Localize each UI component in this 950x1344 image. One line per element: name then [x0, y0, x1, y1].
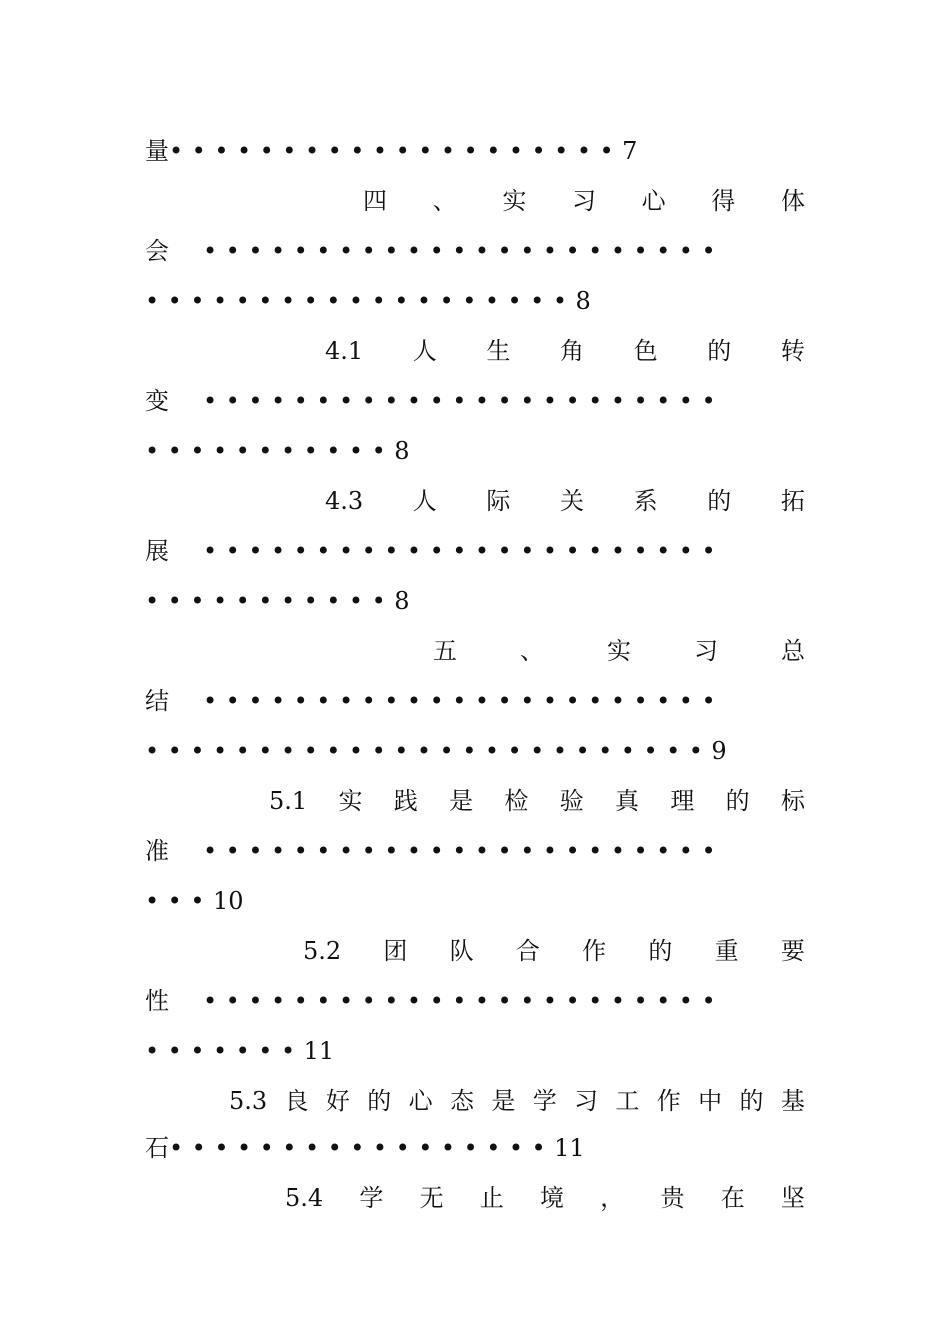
- toc-heading-char: 得: [711, 187, 736, 215]
- toc-page-number: 9: [711, 737, 727, 765]
- toc-heading-char: 习: [574, 1087, 599, 1115]
- toc-heading-char: 好: [325, 1087, 350, 1115]
- toc-heading-char: 总: [781, 637, 805, 665]
- toc-heading-char: 拓: [780, 487, 805, 515]
- toc-heading-5: [433, 634, 805, 668]
- toc-page-number: 11: [303, 1037, 335, 1065]
- toc-heading-char: 的: [367, 1087, 392, 1115]
- toc-section-number: 5.3: [229, 1087, 268, 1115]
- toc-heading-char: 系: [633, 487, 658, 515]
- toc-heading-char: 标: [780, 787, 805, 815]
- toc-heading-char: 无: [419, 1184, 444, 1212]
- toc-page-number: 8: [575, 287, 591, 315]
- toc-heading-char: 的: [707, 487, 732, 515]
- toc-line: [145, 284, 805, 318]
- toc-leader-dots: •••••••••••••••••••••••••: [145, 737, 712, 765]
- toc-heading-char: 在: [720, 1184, 745, 1212]
- toc-page-number: 7: [622, 137, 638, 165]
- toc-heading-char: 学: [532, 1087, 557, 1115]
- toc-page-number: 10: [212, 887, 244, 915]
- toc-heading-4-1: [325, 334, 805, 368]
- toc-heading-char: 心: [641, 187, 666, 215]
- toc-page-number: 8: [394, 587, 410, 615]
- toc-section-number: 4.3: [325, 487, 364, 515]
- toc-heading-char: 实: [502, 187, 527, 215]
- toc-heading-char: 团: [383, 937, 408, 965]
- toc-section-number: 5.2: [303, 937, 342, 965]
- toc-heading-char: 工: [615, 1087, 640, 1115]
- toc-line: [145, 684, 805, 718]
- toc-line: [145, 434, 805, 468]
- toc-heading-char: 贵: [660, 1184, 685, 1212]
- toc-heading-char: 实: [607, 637, 631, 665]
- toc-heading-char: 坚: [780, 1184, 805, 1212]
- toc-leader-dots: •••••••••••: [145, 437, 395, 465]
- toc-heading-char: 人: [412, 487, 437, 515]
- toc-entry-label: 性: [145, 987, 169, 1015]
- toc-entry-label: 石: [145, 1134, 169, 1162]
- toc-heading-char: 际: [486, 487, 511, 515]
- toc-leader-dots: •••••••••••••••••: [169, 1134, 555, 1162]
- toc-heading-char: 作: [656, 1087, 681, 1115]
- toc-leader-dots: •••••••••••••••••••••••: [203, 837, 725, 865]
- toc-heading-char: 检: [504, 787, 529, 815]
- toc-line: [145, 734, 805, 768]
- toc-heading-char: 关: [560, 487, 585, 515]
- toc-heading-4-3: [325, 484, 805, 518]
- toc-heading-char: 态: [449, 1087, 474, 1115]
- toc-entry-label: 准: [145, 837, 169, 865]
- toc-leader-dots: •••••••••••••••••••••••: [203, 387, 725, 415]
- toc-heading-char: 作: [582, 937, 607, 965]
- toc-line: [145, 234, 805, 268]
- toc-heading-char: 的: [707, 337, 732, 365]
- toc-leader-dots: •••••••: [145, 1037, 304, 1065]
- toc-line: [145, 834, 805, 868]
- toc-heading-char: 中: [698, 1087, 723, 1115]
- toc-leader-dots: •••••••••••••••••••: [145, 287, 576, 315]
- toc-heading-char: ，: [600, 1184, 625, 1212]
- toc-line: [145, 1131, 805, 1165]
- toc-heading-5-2: [303, 934, 805, 968]
- toc-leader-dots: •••••••••••••••••••••••: [203, 687, 725, 715]
- toc-heading-char: 五: [433, 637, 457, 665]
- toc-heading-5-4: [285, 1181, 805, 1215]
- toc-heading-char: 色: [633, 337, 658, 365]
- toc-section-number: 5.4: [285, 1184, 324, 1212]
- toc-heading-char: 心: [408, 1087, 433, 1115]
- toc-entry-label: 结: [145, 687, 169, 715]
- toc-heading-char: 生: [486, 337, 511, 365]
- toc-section-number: 4.1: [325, 337, 364, 365]
- toc-entry-label: 变: [145, 387, 169, 415]
- toc-line: [145, 384, 805, 418]
- toc-heading-char: 理: [670, 787, 695, 815]
- toc-line: [145, 584, 805, 618]
- toc-heading-char: 学: [359, 1184, 384, 1212]
- toc-heading-char: 是: [491, 1087, 516, 1115]
- toc-heading-char: 是: [449, 787, 474, 815]
- toc-leader-dots: ••••••••••••••••••••: [169, 137, 623, 165]
- toc-heading-char: 境: [540, 1184, 565, 1212]
- toc-heading-char: 队: [449, 937, 474, 965]
- toc-heading-char: 四: [363, 187, 387, 215]
- toc-heading-char: 真: [615, 787, 640, 815]
- toc-page-number: 8: [394, 437, 410, 465]
- toc-leader-dots: •••••••••••••••••••••••: [203, 987, 725, 1015]
- toc-heading-char: 的: [648, 937, 673, 965]
- toc-heading-char: 体: [780, 187, 805, 215]
- toc-line: [145, 534, 805, 568]
- toc-heading-char: 践: [393, 787, 418, 815]
- toc-heading-char: 的: [725, 787, 750, 815]
- toc-heading-char: 实: [338, 787, 363, 815]
- toc-heading-char: 习: [694, 637, 718, 665]
- toc-entry-label: 展: [145, 537, 169, 565]
- toc-heading-char: 重: [714, 937, 739, 965]
- toc-heading-char: 、: [520, 637, 544, 665]
- toc-leader-dots: •••••••••••: [145, 587, 395, 615]
- toc-heading-char: 良: [284, 1087, 309, 1115]
- toc-heading-char: 人: [412, 337, 437, 365]
- toc-heading-5-1: [269, 784, 805, 818]
- toc-heading-char: 验: [559, 787, 584, 815]
- toc-heading-5-3: [229, 1084, 805, 1118]
- toc-leader-dots: •••••••••••••••••••••••: [203, 237, 725, 265]
- toc-entry-label: 会: [145, 237, 169, 265]
- toc-entry-label: 量: [145, 137, 169, 165]
- toc-section-number: 5.1: [269, 787, 308, 815]
- toc-heading-char: 合: [515, 937, 540, 965]
- toc-heading-char: 、: [432, 187, 457, 215]
- toc-page-number: 11: [554, 1134, 585, 1162]
- toc-line: [145, 1034, 805, 1068]
- toc-line: [145, 884, 805, 918]
- toc-line: [145, 984, 805, 1018]
- toc-heading-char: 的: [739, 1087, 764, 1115]
- toc-heading-char: 止: [479, 1184, 504, 1212]
- toc-leader-dots: •••••••••••••••••••••••: [203, 537, 725, 565]
- toc-heading-char: 基: [780, 1087, 805, 1115]
- toc-heading-char: 转: [780, 337, 805, 365]
- toc-heading-char: 角: [560, 337, 585, 365]
- toc-leader-dots: •••: [145, 887, 213, 915]
- toc-line: [145, 134, 805, 168]
- toc-heading-4: [363, 184, 805, 218]
- toc-heading-char: 习: [571, 187, 596, 215]
- toc-heading-char: 要: [780, 937, 805, 965]
